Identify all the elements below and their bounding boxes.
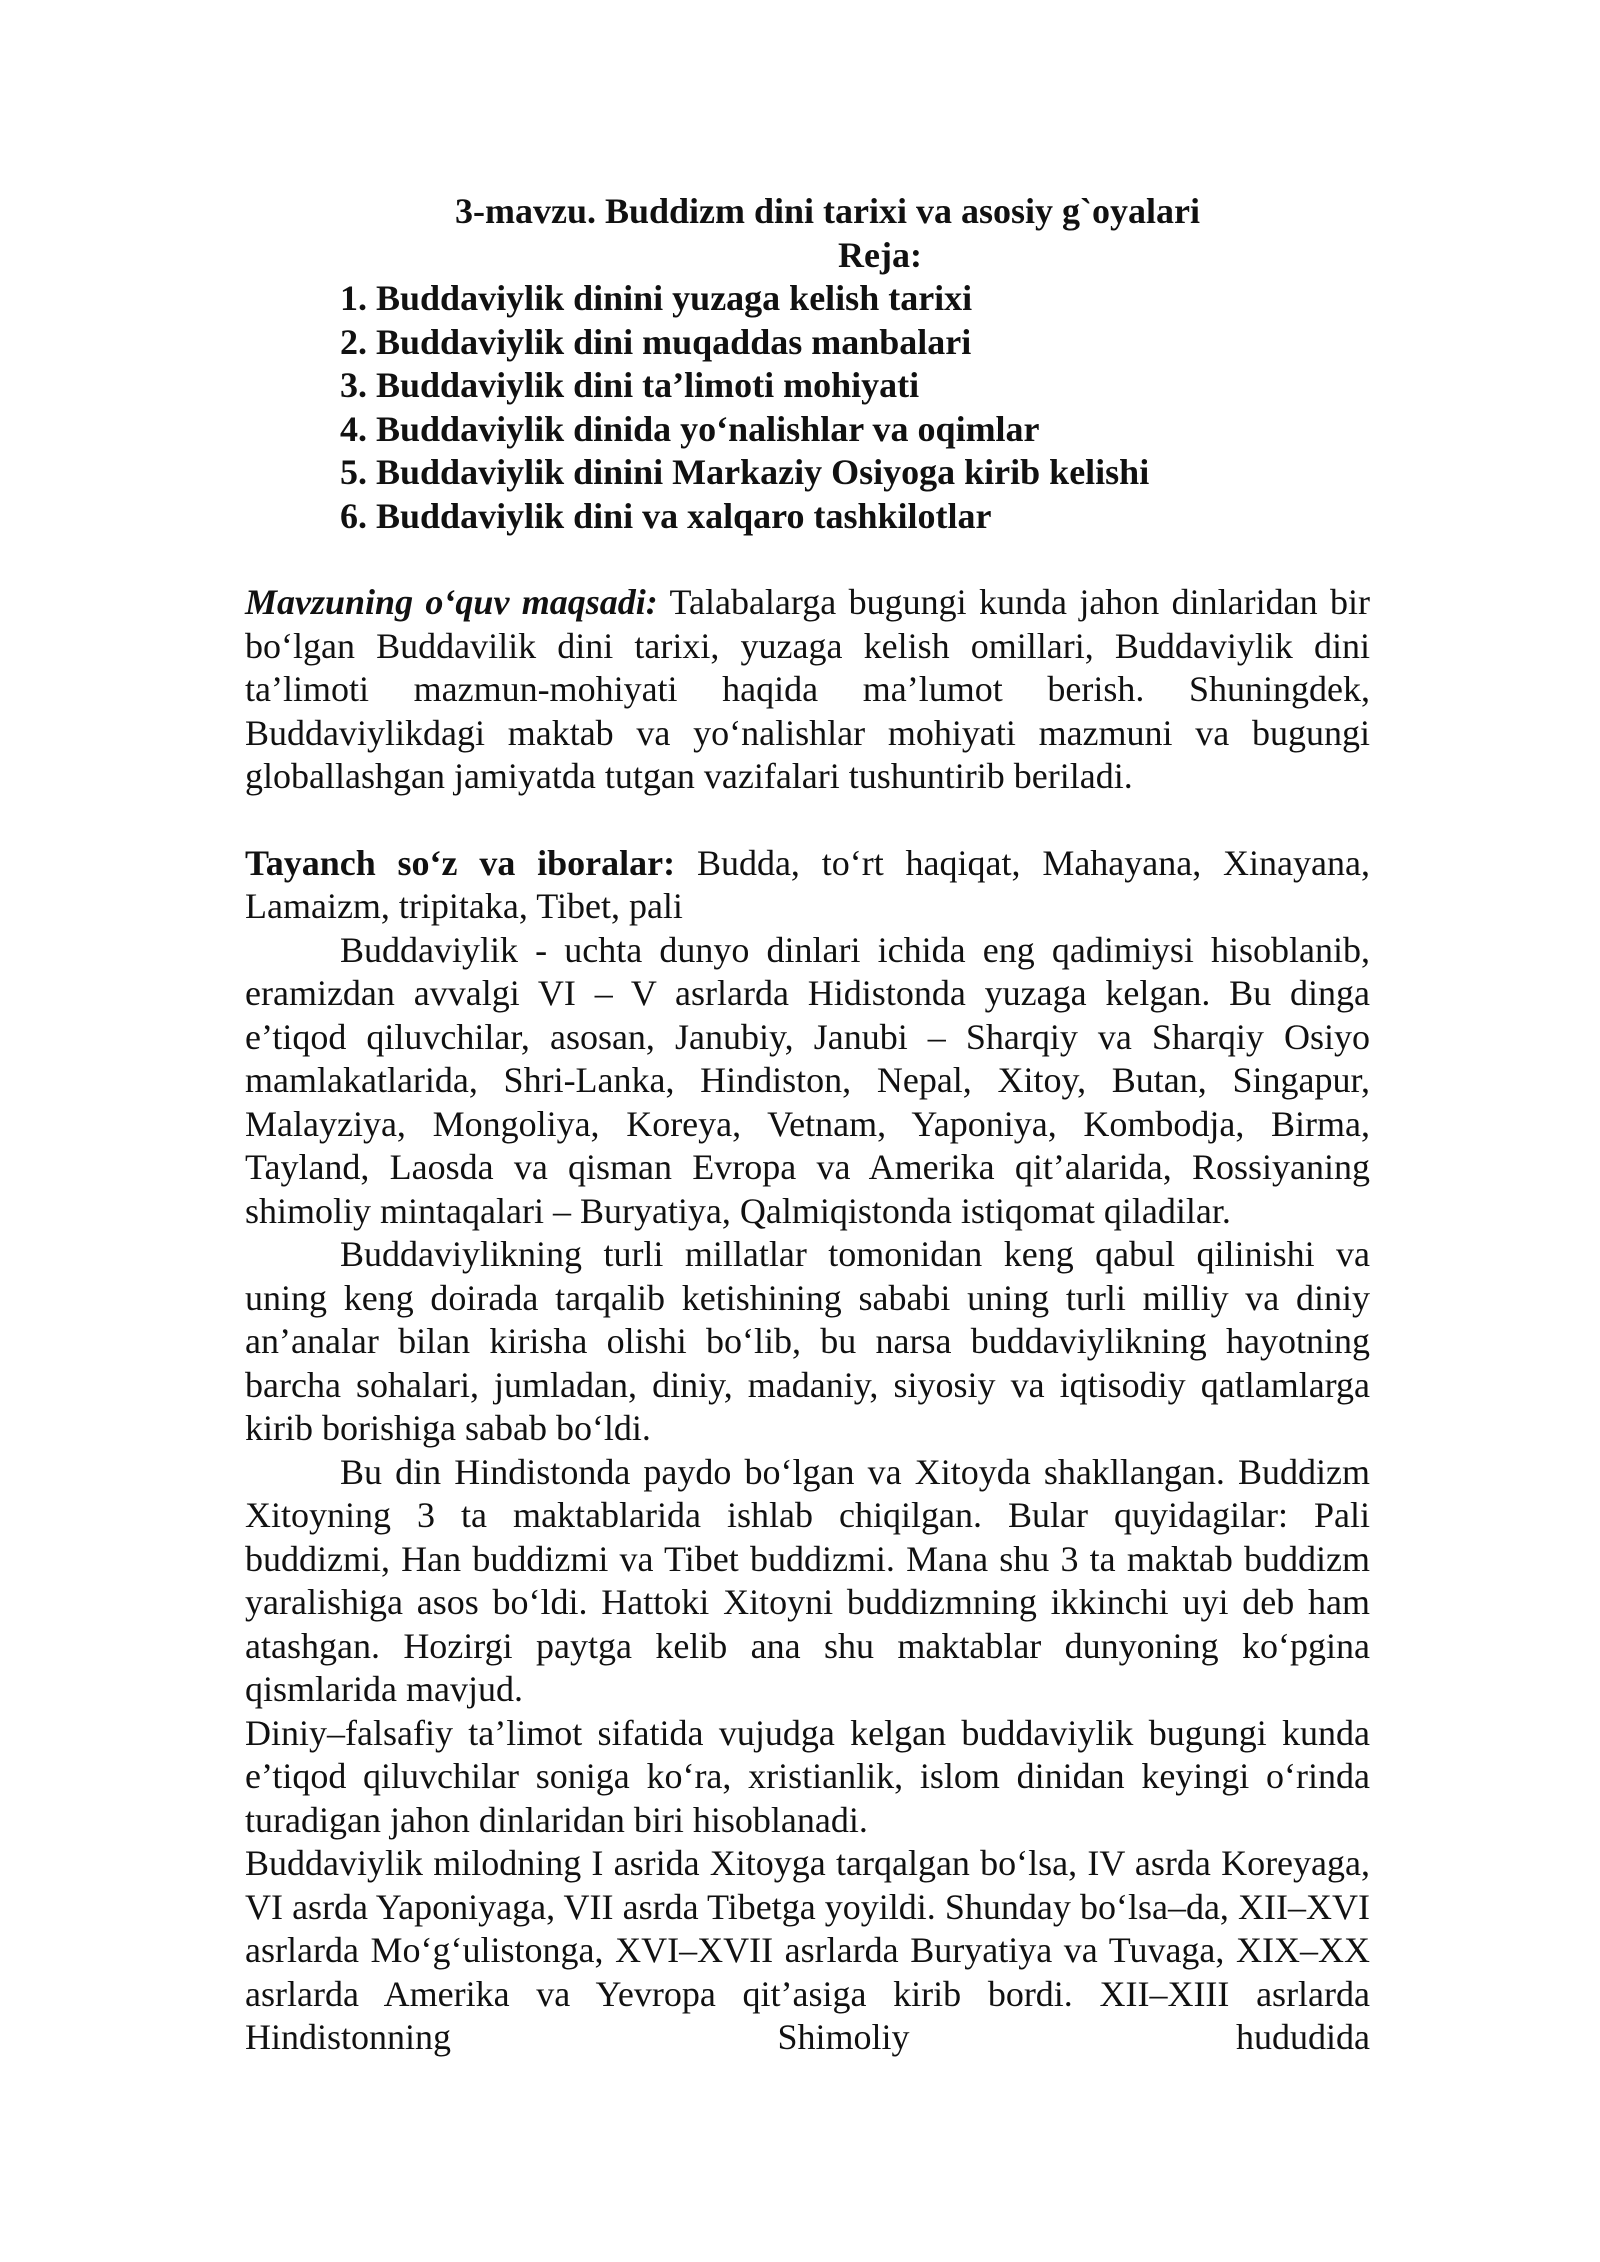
body-paragraph: Diniy–falsafiy ta’limot sifatida vujudga kelgan buddaviylik bugungi kunda e’tiqod qiluvchilar soniga ko‘ra, xristianlik, islom dinidan keyingi o‘rinda turadigan jahon dinlaridan biri hisoblanadi.	[245, 1712, 1370, 1840]
plan-item: 6. Buddaviylik dini va xalqaro tashkilotlar	[340, 495, 992, 536]
plan-heading: Reja:	[838, 234, 922, 275]
plan-item: 3. Buddaviylik dini ta’limoti mohiyati	[340, 365, 920, 405]
plan-item: 2. Buddaviylik dini muqaddas manbalari	[340, 321, 972, 362]
spacer	[245, 799, 1370, 842]
goal-paragraph	[245, 581, 1370, 799]
plan-item: 1. Buddaviylik dinini yuzaga kelish tarixi	[340, 278, 973, 318]
body-paragraph: Buddaviylik - uchta dunyo dinlari ichida eng qadimiysi hisoblanib, eramizdan avvalgi VI – V asrlarda Hidistonda yuzaga kelgan. Bu dinga e’tiqod qiluvchilar, asosan, Janubiy, Janubi – Sharqiy va Sharqiy Osiyo mamlakatlarida, Shri-Lanka, Hindiston, Nepal, Xitoy, Butan, Singapur, Malayziya, Mongoliya, Koreya, Vetnam, Yaponiya, Kombodja, Birma, Tayland, Laosda va qisman Evropa va Amerika qit’alarida, Rossiyaning shimoliy mintaqalari – Buryatiya, Qalmiqistonda istiqomat qiladilar.	[245, 929, 1370, 1231]
plan-item: 4. Buddaviylik dinida yo‘nalishlar va oqimlar	[340, 408, 1040, 449]
goal-label: Mavzuning o‘quv maqsadi:	[245, 582, 658, 622]
keywords-paragraph	[245, 842, 1370, 929]
plan-list	[245, 277, 1370, 538]
plan-item: 5. Buddaviylik dinini Markaziy Osiyoga kirib kelishi	[340, 452, 1150, 492]
document-page	[245, 190, 1370, 2060]
body-paragraph: Buddaviylik milodning I asrida Xitoyga tarqalgan bo‘lsa, IV asrda Koreyaga, VI asrda Yaponiyaga, VII asrda Tibetga yoyildi. Shunday bo‘lsa–da, XII–XVI asrlarda Mo‘g‘ulistonga, XVI–XVII asrlarda Buryatiya va Tuvaga, XIX–XX asrlarda Amerika va Yevropa qit’asiga kirib bordi. XII–XIII asrlarda Hindistonning Shimoliy hududida	[245, 1843, 1370, 2057]
body-paragraph: Buddaviylikning turli millatlar tomonidan keng qabul qilinishi va uning keng doirada tarqalib ketishining sababi uning turli milliy va diniy an’analar bilan kirisha olishi bo‘lib, bu narsa buddaviylikning hayotning barcha sohalari, jumladan, diniy, madaniy, siyosiy va iqtisodiy qatlamlarga kirib borishiga sabab bo‘ldi.	[245, 1234, 1370, 1448]
spacer	[245, 538, 1370, 581]
body-paragraph: Bu din Hindistonda paydo bo‘lgan va Xitoyda shakllangan. Buddizm Xitoyning 3 ta maktablarida ishlab chiqilgan. Bular quyidagilar: Pali buddizmi, Han buddizmi va Tibet buddizmi. Mana shu 3 ta maktab buddizm yaralishiga asos bo‘ldi. Hattoki Xitoyni buddizmning ikkinchi uyi deb ham atashgan. Hozirgi paytga kelib ana shu maktablar dunyoning ko‘pgina qismlarida mavjud.	[245, 1451, 1370, 1709]
topic-title: 3-mavzu. Buddizm dini tarixi va asosiy g`oyalari	[454, 191, 1201, 231]
keywords-label: Tayanch so‘z va iboralar:	[245, 842, 676, 883]
keywords-text: Budda, to‘rt haqiqat, Mahayana, Xinayana, Lamaizm, tripitaka, Tibet, pali	[245, 842, 1370, 926]
goal-text: Talabalarga bugungi kunda jahon dinlaridan bir bo‘lgan Buddavilik dini tarixi, yuzaga kelish omillari, Buddaviylik dini ta’limoti mazmun-mohiyati haqida ma’lumot berish. Shuningdek, Buddaviylikdagi maktab va yo‘nalishlar mohiyati mazmuni va bugungi globallashgan jamiyatda tutgan vazifalari tushuntirib beriladi.	[245, 582, 1370, 796]
